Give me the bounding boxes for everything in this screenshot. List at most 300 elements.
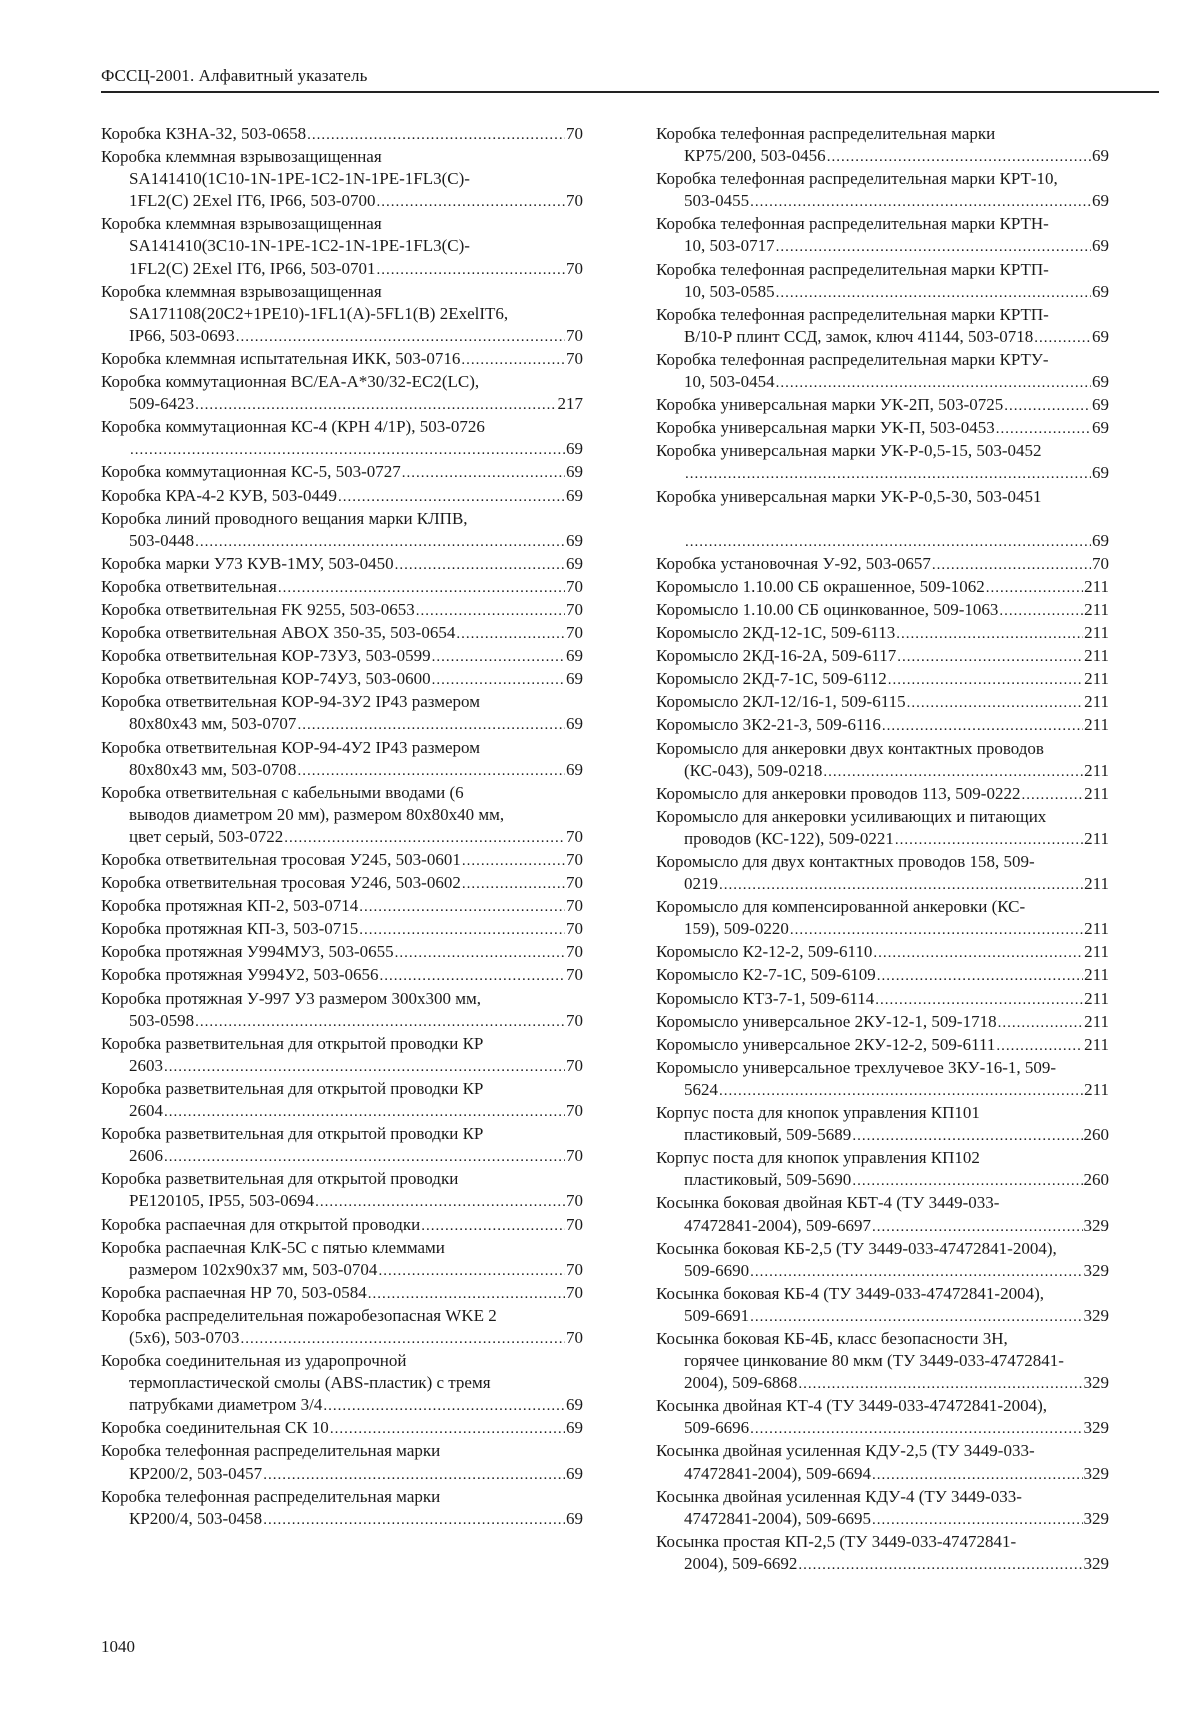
index-entry bbox=[656, 123, 1109, 168]
index-page-ref: 70 bbox=[566, 826, 583, 846]
index-entry bbox=[656, 806, 1109, 851]
index-entry-text: Коромысло 2КД-16-2А, 509-6117 bbox=[656, 646, 897, 666]
index-entry-text: Коромысло для двух контактных проводов 158, 509- bbox=[656, 852, 1035, 871]
index-entry-text: Коробка распаечная НР 70, 503-0584 bbox=[101, 1282, 367, 1302]
dot-leader bbox=[852, 1125, 1082, 1147]
index-entry-text: Коробка разветвительная для открытой проводки КР bbox=[101, 1078, 484, 1098]
index-page-ref: 70 bbox=[566, 576, 583, 596]
index-entry bbox=[101, 576, 583, 599]
index-entry-text: Коробка клеммная взрывозащищенная bbox=[101, 147, 382, 167]
index-entry-text: Коробка протяжная КП-3, 503-0715 bbox=[101, 919, 359, 939]
dot-leader bbox=[130, 439, 565, 461]
index-entry-text: Коромысло 2КД-7-1С, 509-6112 bbox=[656, 669, 887, 689]
index-entry-text: Коробка протяжная У-997 У3 размером 300х300 мм, bbox=[101, 988, 482, 1008]
index-page-ref: 211 bbox=[1084, 669, 1109, 689]
dot-leader bbox=[368, 1283, 565, 1305]
index-page-ref: 70 bbox=[566, 1101, 583, 1121]
index-entry bbox=[656, 1395, 1109, 1440]
dot-leader bbox=[685, 531, 1091, 553]
dot-leader bbox=[798, 1554, 1082, 1576]
index-entry-text: 2603 bbox=[129, 1055, 163, 1075]
index-entry-text: Коробка универсальная марки УК-П, 503-0453 bbox=[656, 418, 995, 438]
index-entry-text: КР75/200, 503-0456 bbox=[684, 146, 826, 166]
index-entry-text bbox=[656, 508, 1109, 530]
index-entry bbox=[101, 668, 583, 691]
dot-leader bbox=[378, 1260, 565, 1282]
index-entry-text: Коробка телефонная распределительная марки КРТ-10, bbox=[656, 169, 1058, 189]
index-entry bbox=[101, 1123, 583, 1168]
index-page-ref: 69 bbox=[566, 759, 583, 779]
dot-leader bbox=[359, 896, 565, 918]
index-entry-text: Коробка ответвительная тросовая У246, 503-0602 bbox=[101, 873, 461, 893]
index-entry-text: Коробка телефонная распределительная марки КРТП- bbox=[656, 259, 1049, 279]
index-entry-text: Коробка распаечная КлК-5С с пятью клеммами bbox=[101, 1237, 445, 1257]
index-entry-text: 80х80х43 мм, 503-0707 bbox=[129, 714, 297, 734]
index-entry-text: Коробка соединительная СК 10 bbox=[101, 1418, 329, 1438]
dot-leader bbox=[750, 1261, 1082, 1283]
index-entry bbox=[101, 599, 583, 622]
index-page-ref: 70 bbox=[566, 1146, 583, 1166]
index-entry-text: В/10-Р плинт ССД, замок, ключ 41144, 503-0718 bbox=[684, 326, 1034, 346]
index-page-ref: 211 bbox=[1084, 1079, 1109, 1099]
dot-leader bbox=[330, 1418, 565, 1440]
index-entry-text: Коромысло К2-7-1С, 509-6109 bbox=[656, 965, 876, 985]
index-entry-text: 509-6691 bbox=[684, 1305, 750, 1325]
index-page-ref: 211 bbox=[1084, 646, 1109, 666]
index-entry bbox=[101, 146, 583, 213]
index-entry bbox=[656, 668, 1109, 691]
index-entry bbox=[101, 1440, 583, 1485]
index-entry bbox=[656, 486, 1109, 553]
index-entry-text: 2004), 509-6692 bbox=[684, 1553, 798, 1573]
dot-leader bbox=[263, 1509, 565, 1531]
index-entry-text: Корпус поста для кнопок управления КП101 bbox=[656, 1103, 980, 1123]
index-entry bbox=[656, 168, 1109, 213]
index-entry-text: Коробка телефонная распределительная марки bbox=[101, 1486, 441, 1506]
index-page-ref: 69 bbox=[566, 714, 583, 734]
index-entry bbox=[656, 714, 1109, 737]
dot-leader bbox=[872, 1464, 1083, 1486]
index-entry-text: Коробка телефонная распределительная марки КРТН- bbox=[656, 214, 1049, 234]
index-page-ref: 69 bbox=[1092, 395, 1109, 415]
dot-leader bbox=[416, 600, 565, 622]
index-entry bbox=[101, 371, 583, 416]
index-entry-text: Коробка коммутационная КС-4 (КРН 4/1Р), 503-0726 bbox=[101, 417, 485, 437]
index-page-ref: 329 bbox=[1083, 1215, 1109, 1235]
dot-leader bbox=[895, 829, 1083, 851]
index-page-ref: 70 bbox=[566, 1259, 583, 1279]
index-page-ref: 70 bbox=[566, 942, 583, 962]
index-page-ref: 329 bbox=[1083, 1305, 1109, 1325]
dot-leader bbox=[395, 554, 565, 576]
index-entry bbox=[101, 348, 583, 371]
index-entry bbox=[656, 1011, 1109, 1034]
index-page-ref: 211 bbox=[1084, 576, 1109, 596]
index-page-ref: 70 bbox=[566, 1327, 583, 1347]
index-page-ref: 70 bbox=[566, 1214, 583, 1234]
index-entry bbox=[656, 1057, 1109, 1102]
index-entry-text: пластиковый, 509-5689 bbox=[684, 1125, 852, 1145]
index-page-ref: 69 bbox=[566, 485, 583, 505]
index-entry bbox=[656, 440, 1109, 485]
index-page-ref: 70 bbox=[566, 965, 583, 985]
index-entry bbox=[101, 213, 583, 280]
index-page-ref: 211 bbox=[1084, 1011, 1109, 1031]
index-entry-text: КР200/4, 503-0458 bbox=[129, 1508, 263, 1528]
index-entry-text: 503-0598 bbox=[129, 1010, 195, 1030]
index-entry-text: Коромысло универсальное 2КУ-12-1, 509-1718 bbox=[656, 1011, 997, 1031]
index-page-ref: 70 bbox=[566, 258, 583, 278]
dot-leader bbox=[798, 1373, 1082, 1395]
index-page-ref: 70 bbox=[566, 325, 583, 345]
index-entry bbox=[101, 1486, 583, 1531]
dot-leader bbox=[456, 623, 565, 645]
index-entry bbox=[656, 1440, 1109, 1485]
index-entry-text: Косынка боковая КБ-2,5 (ТУ 3449-033-47472841-2004), bbox=[656, 1238, 1057, 1258]
index-entry bbox=[101, 918, 583, 941]
index-entry-text: 5624 bbox=[684, 1079, 718, 1099]
index-page-ref: 70 bbox=[566, 1282, 583, 1302]
index-entry-text: Косынка боковая КБ-4Б, класс безопасности 3Н, bbox=[656, 1328, 1008, 1348]
index-page-ref: 211 bbox=[1084, 874, 1109, 894]
dot-leader bbox=[164, 1146, 565, 1168]
dot-leader bbox=[998, 1012, 1084, 1034]
index-entry-text: 10, 503-0585 bbox=[684, 281, 775, 301]
index-page-ref: 69 bbox=[1092, 372, 1109, 392]
index-page-ref: 69 bbox=[566, 1395, 583, 1415]
dot-leader bbox=[284, 827, 565, 849]
index-entry bbox=[656, 988, 1109, 1011]
index-entry bbox=[101, 416, 583, 461]
index-entry-text: Коробка ответвительная bbox=[101, 576, 277, 596]
index-page-ref: 69 bbox=[566, 1418, 583, 1438]
index-page-ref: 69 bbox=[1092, 463, 1109, 483]
index-entry-text: 2604 bbox=[129, 1101, 163, 1121]
index-entry-text: Коромысло для компенсированной анкеровки (КС- bbox=[656, 897, 1026, 917]
dot-leader bbox=[432, 646, 565, 668]
index-entry-text: 509-6423 bbox=[129, 394, 195, 414]
dot-leader bbox=[852, 1170, 1082, 1192]
dot-leader bbox=[195, 531, 565, 553]
index-entry bbox=[101, 508, 583, 553]
index-page-ref: 70 bbox=[1092, 553, 1109, 573]
index-entry-text: Коромысло для анкеровки проводов 113, 509-0222 bbox=[656, 783, 1021, 803]
index-entry bbox=[101, 737, 583, 782]
index-entry-text: размером 102х90х37 мм, 503-0704 bbox=[129, 1259, 378, 1279]
dot-leader bbox=[461, 349, 565, 371]
index-entry-text: 47472841-2004), 509-6694 bbox=[684, 1463, 871, 1483]
dot-leader bbox=[875, 989, 1083, 1011]
index-entry bbox=[101, 281, 583, 348]
index-page-ref: 211 bbox=[1084, 1034, 1109, 1054]
index-page-ref: 70 bbox=[566, 623, 583, 643]
index-entry-text: Коробка соединительная из ударопрочной bbox=[101, 1351, 407, 1371]
index-entry-text: Коромысло для анкеровки усиливающих и питающих bbox=[656, 806, 1047, 826]
index-entry bbox=[656, 576, 1109, 599]
index-page-ref: 211 bbox=[1084, 623, 1109, 643]
index-entry bbox=[101, 1237, 583, 1282]
dot-leader bbox=[907, 692, 1084, 714]
index-page-ref: 329 bbox=[1083, 1260, 1109, 1280]
dot-leader bbox=[896, 623, 1083, 645]
dot-leader bbox=[882, 715, 1083, 737]
index-page-ref: 69 bbox=[566, 1508, 583, 1528]
index-entry-text: Коробка распаечная для открытой проводки bbox=[101, 1214, 421, 1234]
index-entry bbox=[656, 1531, 1109, 1576]
dot-leader bbox=[776, 282, 1091, 304]
index-entry bbox=[656, 1283, 1109, 1328]
index-entry-text: 1FL2(C) 2Exel IT6, IP66, 503-0701 bbox=[129, 258, 376, 278]
index-entry bbox=[656, 259, 1109, 304]
dot-leader bbox=[719, 874, 1083, 896]
dot-leader bbox=[376, 191, 565, 213]
index-entry-text: Коробка телефонная распределительная марки bbox=[101, 1441, 441, 1461]
index-entry bbox=[656, 553, 1109, 576]
dot-leader bbox=[462, 873, 565, 895]
index-page-ref: 69 bbox=[1092, 191, 1109, 211]
index-entry-text: Коробка универсальная марки УК-Р-0,5-30, 503-0451 bbox=[656, 486, 1042, 506]
index-entry-text: Коробка ответвительная тросовая У245, 503-0601 bbox=[101, 850, 461, 869]
index-entry-text: Коробка ответвительная FK 9255, 503-0653 bbox=[101, 599, 415, 619]
index-entry-text: Коромысло универсальное 2КУ-12-2, 509-6111 bbox=[656, 1034, 996, 1054]
index-page-ref: 211 bbox=[1084, 988, 1109, 1008]
index-entry-text: 47472841-2004), 509-6695 bbox=[684, 1508, 871, 1528]
index-entry bbox=[656, 964, 1109, 987]
index-entry-text: Коромысло 1.10.00 СБ оцинкованное, 509-1063 bbox=[656, 599, 999, 619]
index-entry bbox=[101, 964, 583, 987]
dot-leader bbox=[164, 1056, 565, 1078]
dot-leader bbox=[402, 462, 565, 484]
index-entry-text: Косынка двойная КТ-4 (ТУ 3449-033-47472841-2004), bbox=[656, 1396, 1048, 1416]
index-page-ref: 70 bbox=[566, 1191, 583, 1211]
index-entry-text: Коробка телефонная распределительная марки bbox=[656, 124, 996, 143]
index-entry-text: 509-6690 bbox=[684, 1260, 750, 1280]
index-entry-text: Коробка коммутационная ВС/ЕА-А*30/32-ЕС2(LC), bbox=[101, 372, 480, 392]
index-entry-text: Коробка разветвительная для открытой проводки bbox=[101, 1169, 459, 1189]
index-entry bbox=[101, 1417, 583, 1440]
index-page-ref: 211 bbox=[1084, 760, 1109, 780]
index-page-ref: 70 bbox=[566, 348, 583, 368]
dot-leader bbox=[323, 1395, 565, 1417]
dot-leader bbox=[432, 669, 565, 691]
index-entry bbox=[656, 941, 1109, 964]
dot-leader bbox=[1021, 784, 1083, 806]
index-entry-text: Коробка коммутационная КС-5, 503-0727 bbox=[101, 462, 401, 482]
index-entry bbox=[656, 304, 1109, 349]
index-entry-text: PE120105, IP55, 503-0694 bbox=[129, 1191, 315, 1211]
index-page-ref: 329 bbox=[1083, 1553, 1109, 1573]
dot-leader bbox=[395, 942, 565, 964]
dot-leader bbox=[888, 669, 1083, 691]
index-page-ref: 211 bbox=[1084, 919, 1109, 939]
index-page-ref: 69 bbox=[566, 553, 583, 573]
index-entry-text: пластиковый, 509-5690 bbox=[684, 1170, 852, 1190]
index-entry-text: Коромысло 3К2-21-3, 509-6116 bbox=[656, 715, 881, 735]
dot-leader bbox=[790, 919, 1083, 941]
dot-leader bbox=[996, 1035, 1083, 1057]
index-page-ref: 70 bbox=[566, 191, 583, 211]
index-entry-text: 2004), 509-6868 bbox=[684, 1373, 798, 1393]
index-page-ref: 70 bbox=[566, 124, 583, 143]
index-entry-text: горячее цинкование 80 мкм (ТУ 3449-033-47472841- bbox=[684, 1351, 1064, 1371]
dot-leader bbox=[195, 1011, 565, 1033]
index-entry-text: проводов (КС-122), 509-0221 bbox=[684, 828, 894, 848]
index-entry-text: Коробка телефонная распределительная марки КРТП- bbox=[656, 304, 1049, 324]
index-entry bbox=[101, 1305, 583, 1350]
index-page-ref: 69 bbox=[566, 462, 583, 482]
index-entry bbox=[101, 988, 583, 1033]
index-entry-text: SA171108(20C2+1PE10)-1FL1(A)-5FL1(B) 2ExelIT6, bbox=[129, 303, 509, 323]
index-page-ref: 69 bbox=[1092, 418, 1109, 438]
index-page-ref: 69 bbox=[1092, 326, 1109, 346]
index-entry bbox=[656, 1238, 1109, 1283]
index-page-ref: 211 bbox=[1084, 715, 1109, 735]
index-entry bbox=[101, 485, 583, 508]
index-page-ref: 211 bbox=[1084, 965, 1109, 985]
index-column-left bbox=[101, 123, 583, 1531]
index-entry-text: Коробка КЗНА-32, 503-0658 bbox=[101, 124, 307, 143]
index-entry bbox=[101, 1168, 583, 1213]
dot-leader bbox=[999, 600, 1083, 622]
index-page-ref: 70 bbox=[566, 1055, 583, 1075]
index-entry-text: Корпус поста для кнопок управления КП102 bbox=[656, 1148, 980, 1168]
index-entry-text: Коромысло 2КЛ-12/16-1, 509-6115 bbox=[656, 692, 906, 712]
index-page-ref: 70 bbox=[566, 896, 583, 916]
dot-leader bbox=[380, 965, 565, 987]
dot-leader bbox=[462, 850, 565, 872]
index-entry bbox=[656, 1328, 1109, 1395]
index-page-ref: 211 bbox=[1084, 692, 1109, 712]
index-entry-text: Косынка двойная усиленная КДУ-4 (ТУ 3449-033- bbox=[656, 1486, 1022, 1506]
index-entry-text: 47472841-2004), 509-6697 bbox=[684, 1215, 871, 1235]
index-page-ref: 69 bbox=[566, 646, 583, 666]
index-entry bbox=[656, 851, 1109, 896]
index-page-ref: 69 bbox=[566, 669, 583, 689]
index-entry bbox=[101, 461, 583, 484]
dot-leader bbox=[236, 326, 565, 348]
index-entry-text: Коромысло КТЗ-7-1, 509-6114 bbox=[656, 988, 875, 1008]
index-entry-text: IP66, 503-0693 bbox=[129, 325, 235, 345]
index-entry-text: SA141410(3C10-1N-1PE-1C2-1N-1PE-1FL3(C)- bbox=[129, 236, 470, 256]
index-entry bbox=[101, 1282, 583, 1305]
index-page-ref: 69 bbox=[1092, 236, 1109, 256]
dot-leader bbox=[872, 1216, 1083, 1238]
index-entry bbox=[656, 599, 1109, 622]
index-entry-text: Коробка ответвительная КОР-74У3, 503-0600 bbox=[101, 669, 431, 689]
index-entry bbox=[101, 1033, 583, 1078]
index-entry-text: Косынка боковая двойная КБТ-4 (ТУ 3449-033- bbox=[656, 1193, 1000, 1213]
index-entry-text: Косынка боковая КБ-4 (ТУ 3449-033-47472841-2004), bbox=[656, 1283, 1044, 1303]
index-entry bbox=[101, 782, 583, 849]
dot-leader bbox=[750, 1306, 1082, 1328]
index-entry-text: SA141410(1C10-1N-1PE-1C2-1N-1PE-1FL3(C)- bbox=[129, 169, 470, 189]
dot-leader bbox=[1034, 327, 1091, 349]
index-entry-text: Коробка ответвительная КОР-94-4У2 IP43 размером bbox=[101, 737, 480, 757]
dot-leader bbox=[823, 761, 1083, 783]
index-entry bbox=[656, 738, 1109, 783]
index-entry-text: 2606 bbox=[129, 1146, 163, 1166]
index-entry bbox=[101, 1214, 583, 1237]
dot-leader bbox=[873, 942, 1083, 964]
index-entry-text: 80х80х43 мм, 503-0708 bbox=[129, 759, 297, 779]
index-entry bbox=[656, 1147, 1109, 1192]
index-entry bbox=[656, 1486, 1109, 1531]
dot-leader bbox=[278, 577, 565, 599]
index-entry-text: Коромысло для анкеровки двух контактных проводов bbox=[656, 738, 1044, 758]
index-entry-text: Коробка ответвительная ABOX 350-35, 503-0654 bbox=[101, 623, 456, 643]
index-entry bbox=[656, 1192, 1109, 1237]
index-entry-text: Коробка марки У73 КУВ-1МУ, 503-0450 bbox=[101, 553, 394, 573]
index-entry-text: Коробка ответвительная с кабельными вводами (6 bbox=[101, 782, 464, 802]
index-entry-text: Коробка линий проводного вещания марки КЛПВ, bbox=[101, 508, 468, 528]
dot-leader bbox=[240, 1328, 565, 1350]
index-page-ref: 260 bbox=[1083, 1125, 1109, 1145]
dot-leader bbox=[996, 418, 1091, 440]
dot-leader bbox=[195, 394, 556, 416]
index-entry-text: Коромысло универсальное трехлучевое 3КУ-16-1, 509- bbox=[656, 1057, 1057, 1077]
index-entry bbox=[101, 123, 583, 146]
dot-leader bbox=[263, 1464, 565, 1486]
index-entry-text: Коробка протяжная У994МУ3, 503-0655 bbox=[101, 942, 394, 962]
index-page-ref: 69 bbox=[1092, 530, 1109, 550]
index-entry-text: Коробка разветвительная для открытой проводки КР bbox=[101, 1033, 484, 1053]
index-page-ref: 211 bbox=[1084, 599, 1109, 619]
index-entry bbox=[101, 553, 583, 576]
dot-leader bbox=[750, 191, 1091, 213]
dot-leader bbox=[897, 646, 1083, 668]
index-entry-text: КР200/2, 503-0457 bbox=[129, 1463, 263, 1483]
index-entry bbox=[101, 1350, 583, 1417]
index-entry bbox=[656, 622, 1109, 645]
dot-leader bbox=[164, 1101, 565, 1123]
page-header-title: ФССЦ-2001. Алфавитный указатель bbox=[101, 66, 368, 85]
index-entry bbox=[656, 783, 1109, 806]
dot-leader bbox=[338, 486, 565, 508]
index-entry-text: Коробка универсальная марки УК-Р-0,5-15, 503-0452 bbox=[656, 441, 1042, 461]
index-entry-text: Коромысло 2КД-12-1С, 509-6113 bbox=[656, 623, 896, 643]
dot-leader bbox=[376, 259, 565, 281]
index-entry-text: 159), 509-0220 bbox=[684, 919, 789, 939]
index-page-ref: 211 bbox=[1084, 942, 1109, 962]
dot-leader bbox=[421, 1215, 565, 1237]
index-page-ref: 211 bbox=[1084, 783, 1109, 803]
index-entry bbox=[101, 645, 583, 668]
index-entry bbox=[101, 872, 583, 895]
dot-leader bbox=[877, 965, 1083, 987]
dot-leader bbox=[776, 372, 1091, 394]
index-page-ref: 329 bbox=[1083, 1373, 1109, 1393]
dot-leader bbox=[750, 1418, 1082, 1440]
index-entry bbox=[656, 645, 1109, 668]
index-entry-text: патрубками диаметром 3/4 bbox=[129, 1395, 323, 1415]
index-entry-text: (5х6), 503-0703 bbox=[129, 1327, 240, 1347]
index-entry bbox=[101, 941, 583, 964]
index-page-ref: 211 bbox=[1084, 828, 1109, 848]
index-entry-text: (КС-043), 509-0218 bbox=[684, 760, 823, 780]
index-entry-text: Коробка протяжная У994У2, 503-0656 bbox=[101, 965, 379, 985]
index-entry bbox=[656, 417, 1109, 440]
index-entry-text: 10, 503-0454 bbox=[684, 372, 775, 392]
index-page-ref: 69 bbox=[1092, 281, 1109, 301]
dot-leader bbox=[359, 919, 565, 941]
index-entry-text: Коробка распределительная пожаробезопасная WKE 2 bbox=[101, 1305, 497, 1325]
index-page-ref: 70 bbox=[566, 599, 583, 619]
dot-leader bbox=[872, 1509, 1083, 1531]
page-number: 1040 bbox=[101, 1637, 135, 1656]
index-entry bbox=[101, 691, 583, 736]
index-entry-text: 1FL2(C) 2Exel IT6, IP66, 503-0700 bbox=[129, 191, 376, 211]
index-entry bbox=[101, 622, 583, 645]
